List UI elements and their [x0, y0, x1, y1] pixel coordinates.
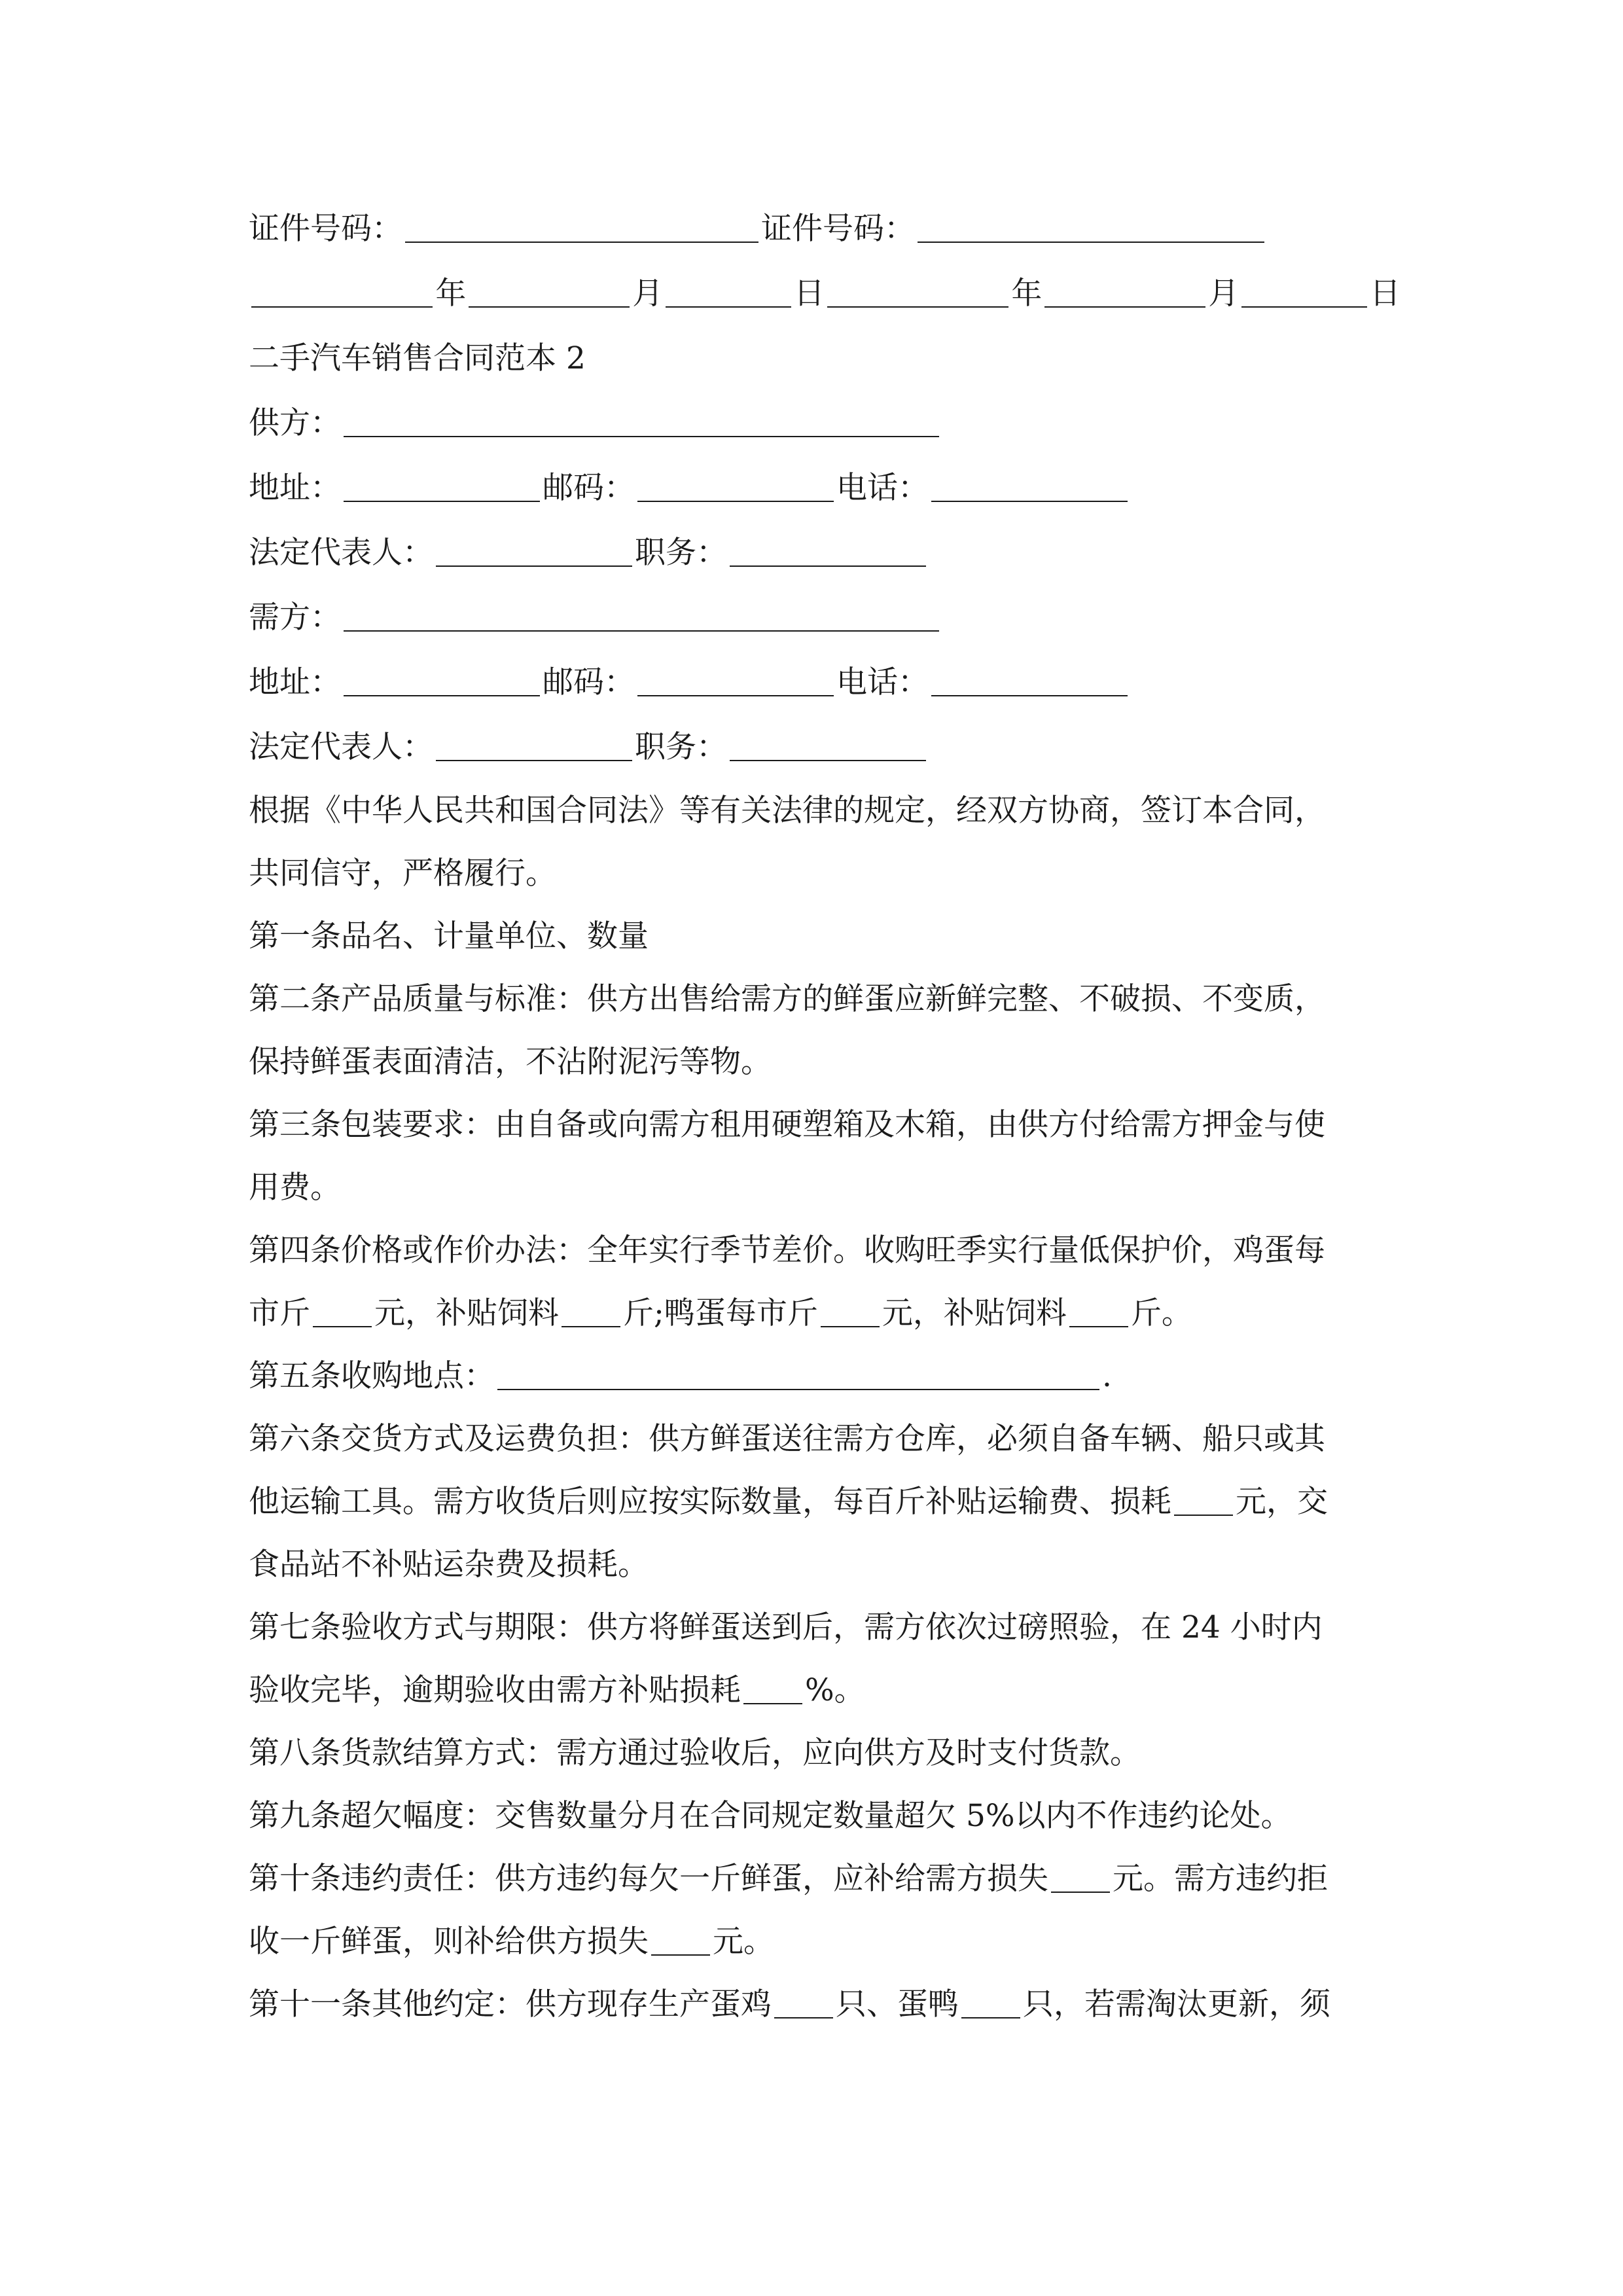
article-8: 第八条货款结算方式：需方通过验收后，应向供方及时支付货款。	[249, 1735, 1141, 1771]
article-6-line-3: 食品站不补贴运杂费及损耗。	[249, 1547, 649, 1583]
id-number-blank-1[interactable]	[405, 215, 758, 243]
chicken-egg-price-blank[interactable]	[313, 1300, 372, 1327]
article-1: 第一条品名、计量单位、数量	[249, 918, 649, 954]
preamble-line-2: 共同信守，严格履行。	[249, 855, 556, 891]
purchase-location-blank[interactable]	[497, 1363, 1099, 1390]
article-10-text-2: 元。需方违约拒	[1113, 1861, 1328, 1897]
supplier-phone-blank[interactable]	[931, 475, 1128, 502]
supplier-rep-blank[interactable]	[436, 539, 632, 567]
supplier-label: 供方：	[249, 405, 341, 441]
buyer-position-blank[interactable]	[730, 734, 926, 761]
month-label-1: 月	[632, 276, 664, 312]
supplier-penalty-blank[interactable]	[1051, 1865, 1110, 1893]
buyer-position-label: 职务：	[635, 729, 727, 765]
article-7-text-2: %。	[805, 1672, 865, 1708]
article-6-line-1: 第六条交货方式及运费负担：供方鲜蛋送往需方仓库，必须自备车辆、船只或其	[249, 1421, 1325, 1457]
buyer-name-blank[interactable]	[344, 604, 939, 632]
day-blank-2[interactable]	[1241, 280, 1367, 308]
duck-egg-price-blank[interactable]	[821, 1300, 880, 1327]
supplier-postcode-blank[interactable]	[637, 475, 834, 502]
buyer-postcode-blank[interactable]	[637, 669, 834, 696]
supplier-rep-line	[249, 520, 1400, 585]
id-label-2: 证件号码：	[761, 211, 915, 247]
day-blank-1[interactable]	[666, 280, 791, 308]
article-10-text-4: 元。	[713, 1924, 774, 1960]
article-7-line-2	[249, 1659, 1400, 1722]
buyer-rep-blank[interactable]	[436, 734, 632, 761]
article-10-text-1: 第十条违约责任：供方违约每欠一斤鲜蛋，应补给需方损失	[249, 1861, 1048, 1897]
document-title: 二手汽车销售合同范本 2	[249, 340, 586, 376]
article-4-line-2	[249, 1282, 1400, 1345]
day-label-2: 日	[1370, 276, 1400, 312]
day-label-1: 日	[794, 276, 825, 312]
supplier-line	[249, 391, 1400, 456]
year-blank-1[interactable]	[251, 280, 433, 308]
article-4-text-2: 元，补贴饲料	[374, 1295, 559, 1331]
article-7-text-1: 验收完毕，逾期验收由需方补贴损耗	[249, 1672, 741, 1708]
article-6-line-2	[249, 1471, 1400, 1534]
supplier-contact-line	[249, 456, 1400, 520]
supplier-rep-label: 法定代表人：	[249, 535, 433, 571]
article-10-line-2	[249, 1910, 1400, 1973]
article-10-line-1	[249, 1848, 1400, 1910]
supplier-address-blank[interactable]	[344, 475, 540, 502]
date-line	[249, 261, 1400, 326]
buyer-label: 需方：	[249, 600, 341, 636]
article-5-text-2: .	[1102, 1358, 1112, 1394]
article-4-line-1: 第四条价格或作价办法：全年实行季节差价。收购旺季实行量低保护价，鸡蛋每	[249, 1232, 1325, 1268]
buyer-phone-blank[interactable]	[931, 669, 1128, 696]
month-blank-2[interactable]	[1044, 280, 1205, 308]
article-11-text-1: 第十一条其他约定：供方现存生产蛋鸡	[249, 1986, 772, 2022]
article-4-text-1: 市斤	[249, 1295, 310, 1331]
year-blank-2[interactable]	[827, 280, 1008, 308]
supplier-phone-label: 电话：	[836, 470, 929, 506]
preamble-line-1: 根据《中华人民共和国合同法》等有关法律的规定，经双方协商，签订本合同，	[249, 793, 1325, 829]
buyer-contact-line	[249, 650, 1400, 715]
article-3-line-2: 用费。	[249, 1170, 341, 1206]
buyer-penalty-blank[interactable]	[651, 1928, 710, 1956]
article-5	[249, 1345, 1400, 1408]
buyer-address-blank[interactable]	[344, 669, 540, 696]
article-6-text-1: 他运输工具。需方收货后则应按实际数量，每百斤补贴运输费、损耗	[249, 1484, 1171, 1520]
article-4-text-5: 斤。	[1130, 1295, 1192, 1331]
buyer-rep-line	[249, 715, 1400, 780]
duck-feed-subsidy-blank[interactable]	[1069, 1300, 1128, 1327]
chicken-feed-subsidy-blank[interactable]	[562, 1300, 620, 1327]
article-4-text-3: 斤;鸭蛋每市斤	[623, 1295, 818, 1331]
supplier-position-label: 职务：	[635, 535, 727, 571]
month-blank-1[interactable]	[469, 280, 630, 308]
transport-subsidy-blank[interactable]	[1174, 1488, 1233, 1516]
buyer-postcode-label: 邮码：	[543, 664, 635, 700]
laying-duck-count-blank[interactable]	[961, 1991, 1020, 2018]
buyer-address-label: 地址：	[249, 664, 341, 700]
article-5-text-1: 第五条收购地点：	[249, 1358, 495, 1394]
year-label-2: 年	[1011, 276, 1043, 312]
supplier-postcode-label: 邮码：	[543, 470, 635, 506]
id-number-line	[249, 196, 1400, 261]
laying-hen-count-blank[interactable]	[774, 1991, 833, 2018]
loss-percentage-blank[interactable]	[743, 1677, 802, 1704]
article-11-text-3: 只，若需淘汰更新，须	[1023, 1986, 1330, 2022]
year-label-1: 年	[435, 276, 467, 312]
article-11-text-2: 只、蛋鸭	[836, 1986, 959, 2022]
article-6-text-2: 元，交	[1236, 1484, 1328, 1520]
buyer-rep-label: 法定代表人：	[249, 729, 433, 765]
month-label-2: 月	[1208, 276, 1240, 312]
buyer-line	[249, 585, 1400, 650]
article-11-line-1	[249, 1973, 1400, 2036]
article-10-text-3: 收一斤鲜蛋，则补给供方损失	[249, 1924, 649, 1960]
supplier-position-blank[interactable]	[730, 539, 926, 567]
article-9: 第九条超欠幅度：交售数量分月在合同规定数量超欠 5%以内不作违约论处。	[249, 1798, 1292, 1834]
id-number-blank-2[interactable]	[918, 215, 1264, 243]
supplier-name-blank[interactable]	[344, 410, 939, 437]
article-4-text-4: 元，补贴饲料	[882, 1295, 1067, 1331]
supplier-address-label: 地址：	[249, 470, 341, 506]
article-2-line-1: 第二条产品质量与标准：供方出售给需方的鲜蛋应新鲜完整、不破损、不变质，	[249, 981, 1325, 1017]
article-3-line-1: 第三条包装要求：由自备或向需方租用硬塑箱及木箱，由供方付给需方押金与使	[249, 1107, 1325, 1143]
id-label-1: 证件号码：	[249, 211, 402, 247]
buyer-phone-label: 电话：	[836, 664, 929, 700]
document-page	[249, 196, 1400, 2036]
article-2-line-2: 保持鲜蛋表面清洁，不沾附泥污等物。	[249, 1044, 772, 1080]
article-7-line-1: 第七条验收方式与期限：供方将鲜蛋送到后，需方依次过磅照验，在 24 小时内	[249, 1609, 1323, 1645]
